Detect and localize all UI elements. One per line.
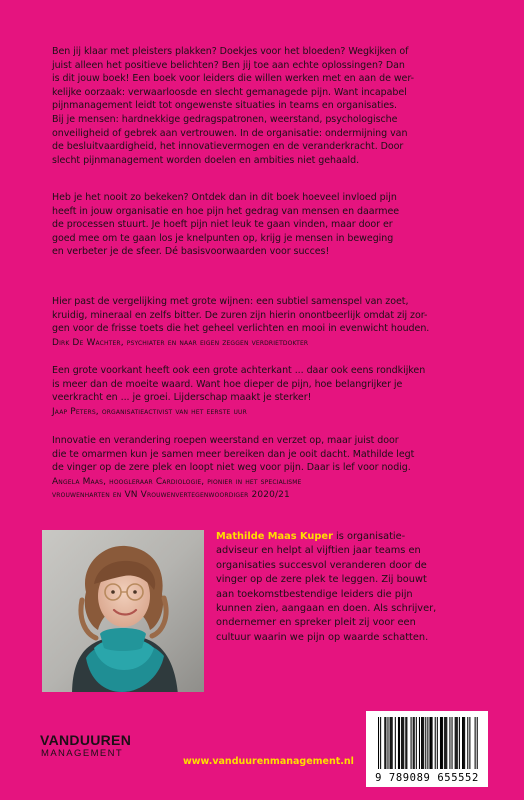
barcode-bar [459,717,460,769]
barcode-bar [416,717,417,769]
barcode-bar [464,717,465,769]
barcode-bar [422,717,423,769]
barcode-bar [449,717,450,769]
intro2-line: en verbeter je de sfeer. Dé basisvoorwaarden voor succes! [52,246,330,258]
barcode-bar [387,717,388,769]
publisher-website: www.vanduurenmanagement.nl [183,756,354,767]
quote-line: Een grote voorkant heeft ook een grote achterkant ... daar ook eens rondkijken [52,365,426,376]
barcode-bar [440,717,441,769]
quote-attribution: Angela Maas, hoogleraar Cardiologie, pionier in het specialisme [52,476,302,487]
barcode-bar [380,717,381,769]
quote-dirk-de-wachter [52,295,486,349]
barcode-bar [385,717,386,769]
barcode-bar [413,717,414,769]
quote-line: kruidig, mineraal en zelfs bitter. De zuren zijn hierin onontbeerlijk omdat zij zor- [52,309,428,321]
barcode-bar [405,717,406,769]
bio-line: adviseur en helpt al vijftien jaar teams en [216,545,421,557]
author-name: Mathilde Maas Kuper [216,531,333,542]
intro2-line: de processen stuurt. Je hoeft pijn niet leuk te gaan vinden, maar door er [52,219,393,231]
barcode-bar [398,717,399,769]
publisher-logo-top: VANDUUREN [40,732,132,748]
quote-line: Innovatie en verandering roepen weerstand en verzet op, maar juist door [52,435,399,446]
barcode-bar [406,717,407,769]
intro-line: pijnmanagement leidt tot ongewenste situaties in teams en organisaties. [52,100,398,112]
barcode-bar [467,717,468,769]
isbn-number: 9 789089 655552 [375,772,479,784]
quote-line: gen voor de frisse toets die het geheel verlichten en mooi in evenwicht houden. [52,323,430,335]
quote-line: veerkracht en ... je groei. Lijderschap maakt je sterker! [52,392,312,404]
quote-attribution: Dirk De Wachter, psychiater en naar eigen zeggen verdrietdokter [52,337,309,348]
barcode-bar [444,717,445,769]
barcode-bar [429,717,430,769]
barcode-bar [391,717,392,769]
barcode-bar [442,717,443,769]
bio-line: kunnen zien, aangaan en doen. Als schrijver, [216,603,437,615]
barcode-bar [469,717,470,769]
author-bio [216,530,484,645]
intro-line: de besluitvaardigheid, het innovatievermogen en de veranderkracht. Door [52,141,404,153]
barcode-bar [403,717,404,769]
barcode-bar [392,717,393,769]
barcode-bar [427,717,428,769]
barcode-bar [419,717,420,769]
barcode-bar [425,717,426,769]
quote-attribution: Jaap Peters, organisatieactivist van het eerste uur [52,406,247,417]
intro-line: Bij je mensen: hardnekkige gedragspatronen, weerstand, psychologische [52,113,398,125]
barcode-bar [423,717,424,769]
bio-line: organisaties succesvol veranderen door de [216,559,427,571]
intro-line: Ben jij klaar met pleisters plakken? Doekjes voor het bloeden? Wegkijken of [52,46,409,57]
intro-line: kelijke oorzaak: verwaarloosde en slecht gemanagede pijn. Want incapabel [52,86,407,98]
intro-text-2 [52,191,484,259]
quote-angela-maas [52,434,486,502]
intro-line: slecht pijnmanagement worden doelen en ambities niet gehaald. [52,154,360,166]
author-portrait-illustration [42,530,204,692]
quote-line: de vinger op de zere plek en loopt niet weg voor pijn. Daar is lef voor nodig. [52,462,411,474]
quote-line: die te omarmen kun je samen meer bereiken dan je ooit dacht. Mathilde legt [52,448,415,460]
bio-first-text: is organisatie- [332,531,406,542]
barcode-bar [445,717,446,769]
bio-first-line [216,530,484,544]
barcode-bar [384,717,385,769]
quote-jaap-peters [52,364,486,418]
barcode-bar [435,717,436,769]
barcode-bar [378,717,379,769]
barcode-bar [462,717,463,769]
barcode-bar [455,717,456,769]
barcode-bar [457,717,458,769]
barcode-bar [431,717,432,769]
barcode-bar [402,717,403,769]
barcode-bar [441,717,442,769]
barcode-bar [401,717,402,769]
bio-line: ondernemer en spreker pleit zij voor een [216,617,416,629]
intro2-line: heeft in jouw organisatie en hoe pijn het gedrag van mensen en daarmee [52,205,400,217]
bio-line: cultuur waarin we pijn op waarde schatten. [216,631,429,643]
intro2-line: Heb je het nooit zo bekeken? Ontdek dan in dit boek hoeveel invloed pijn [52,192,397,203]
publisher-logo-bottom: MANAGEMENT [41,748,124,759]
bio-line: vinger op de zere plek te leggen. Zij bouwt [216,574,427,586]
quote-attribution: vrouwenharten en VN Vrouwenvertegenwoordiger 2020/21 [52,490,290,501]
barcode-bar [390,717,391,769]
barcode-bar [414,717,415,769]
barcode-bar [421,717,422,769]
intro-line: is dit jouw boek! Een boek voor leiders die willen werken met en aan de wer- [52,73,414,85]
author-photo [42,530,204,692]
intro-line: juist alleen het positieve belichten? Ben jij toe aan echte oplossingen? Dan [52,59,405,71]
barcode-bar [437,717,438,769]
barcode-bar [475,717,476,769]
intro2-line: goed mee om te gaan los je knelpunten op, krijg je mensen in beweging [52,232,394,244]
barcode-bar [432,717,433,769]
isbn-barcode [366,711,488,787]
publisher-logo [40,733,150,769]
barcode-bar [395,717,396,769]
intro-line: onveiligheid of gebrek aan vertrouwen. In de organisatie: ondermijning van [52,127,408,139]
bio-line: aan toekomstbestendige leiders die pijn [216,588,413,600]
barcode-bar [446,717,447,769]
intro-text [52,45,484,167]
barcode-bar [399,717,400,769]
quote-line: Hier past de vergelijking met grote wijnen: een subtiel samenspel van zoet, [52,296,409,307]
barcode-bar [456,717,457,769]
barcode-bar [477,717,478,769]
barcode-bar [411,717,412,769]
barcode-bar [463,717,464,769]
barcode-bar [452,717,453,769]
quote-line: is meer dan de moeite waard. Want hoe dieper de pijn, hoe belangrijker je [52,378,403,390]
